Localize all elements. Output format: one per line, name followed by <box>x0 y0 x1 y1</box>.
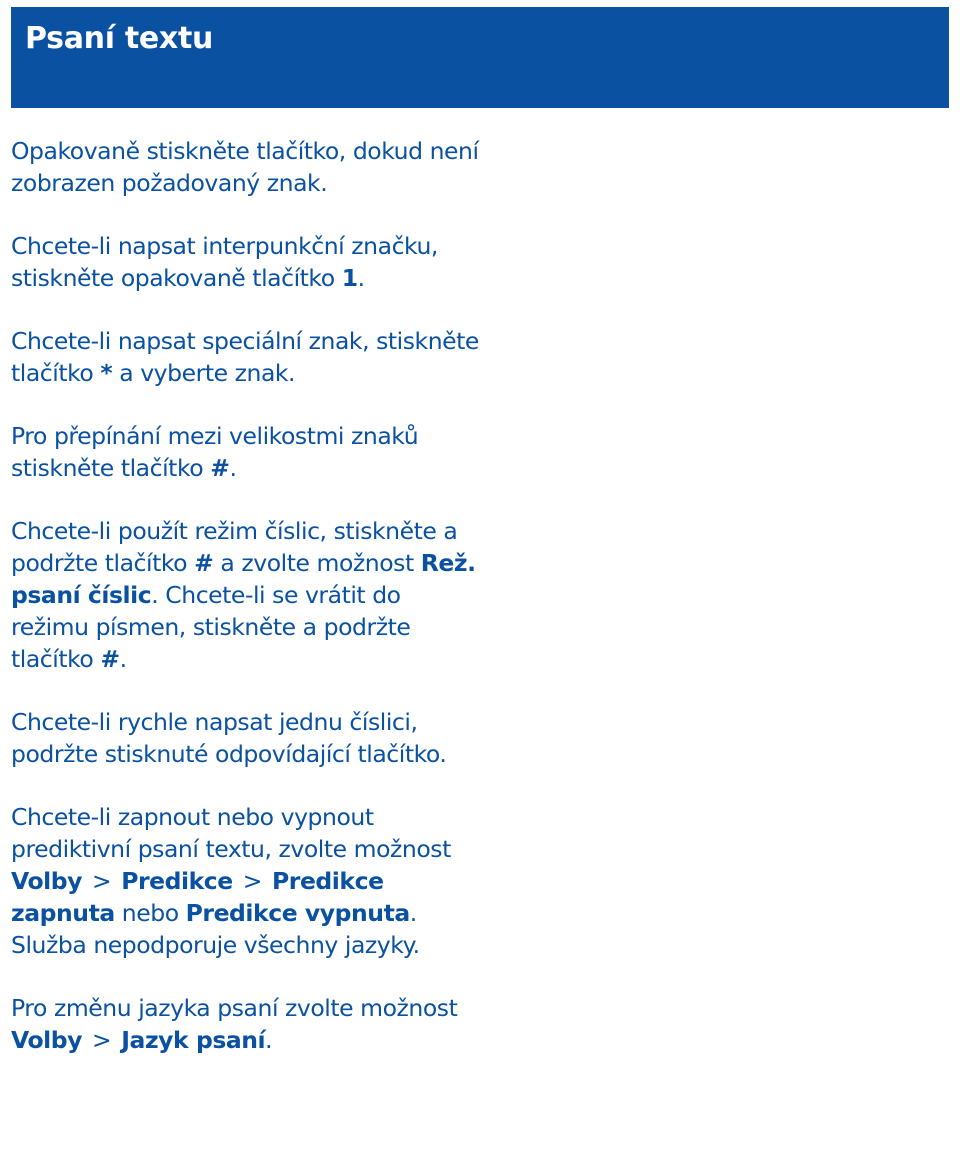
menu-path-options: Volby <box>11 867 82 895</box>
section-header <box>11 7 949 108</box>
paragraph-predictive-text <box>11 801 481 961</box>
option-number-mode: Rež. psaní číslic <box>11 549 476 609</box>
option-predictive-on: Predikce zapnuta <box>11 867 384 927</box>
menu-path-options: Volby <box>11 1026 82 1054</box>
paragraph-punctuation <box>11 230 481 294</box>
paragraph-text: . <box>229 454 237 482</box>
paragraph-case-switch <box>11 420 481 484</box>
key-label-hash: # <box>194 549 214 577</box>
paragraph-text: Chcete-li napsat interpunkční značku, stiskněte opakovaně tlačítko <box>11 232 438 292</box>
paragraph-writing-language <box>11 992 481 1056</box>
paragraph-text: . <box>357 264 365 292</box>
menu-separator: > <box>242 867 263 895</box>
paragraph-quick-digit <box>11 706 481 770</box>
paragraph-text: Chcete-li použít režim číslic, stiskněte a podržte tlačítko <box>11 517 458 577</box>
paragraph-text: . <box>265 1026 273 1054</box>
paragraph-text: a zvolte možnost <box>213 549 421 577</box>
paragraph-text: a vyberte znak. <box>112 359 296 387</box>
paragraph-text: . Chcete-li se vrátit do režimu písmen, stiskněte a podržte tlačítko <box>11 581 411 673</box>
menu-separator: > <box>92 1026 112 1054</box>
document-body <box>11 135 481 1087</box>
menu-separator: > <box>92 867 112 895</box>
paragraph-text: Chcete-li rychle napsat jednu číslici, podržte stisknuté odpovídající tlačítko. <box>11 708 447 768</box>
key-label-hash: # <box>210 454 230 482</box>
paragraph-text: . <box>119 645 127 673</box>
paragraph-text: nebo <box>114 899 186 927</box>
paragraph-repeat-press <box>11 135 481 199</box>
section-title: Psaní textu <box>25 21 214 56</box>
menu-path-writing-language: Jazyk psaní <box>121 1026 266 1054</box>
option-predictive-off: Predikce vypnuta <box>185 899 410 927</box>
key-label-1: 1 <box>341 264 358 292</box>
paragraph-number-mode <box>11 515 481 675</box>
paragraph-text: Pro přepínání mezi velikostmi znaků stiskněte tlačítko <box>11 422 419 482</box>
paragraph-text: Opakovaně stiskněte tlačítko, dokud není zobrazen požadovaný znak. <box>11 137 479 197</box>
paragraph-special-char <box>11 325 481 389</box>
paragraph-text: Pro změnu jazyka psaní zvolte možnost <box>11 994 458 1022</box>
paragraph-text: . Služba nepodporuje všechny jazyky. <box>11 899 420 959</box>
paragraph-text: Chcete-li zapnout nebo vypnout prediktivní psaní textu, zvolte možnost <box>11 803 451 863</box>
menu-path-predictive: Predikce <box>121 867 233 895</box>
key-label-star: * <box>100 359 113 387</box>
key-label-hash: # <box>100 645 120 673</box>
paragraph-text: Chcete-li napsat speciální znak, stiskněte tlačítko <box>11 327 479 387</box>
